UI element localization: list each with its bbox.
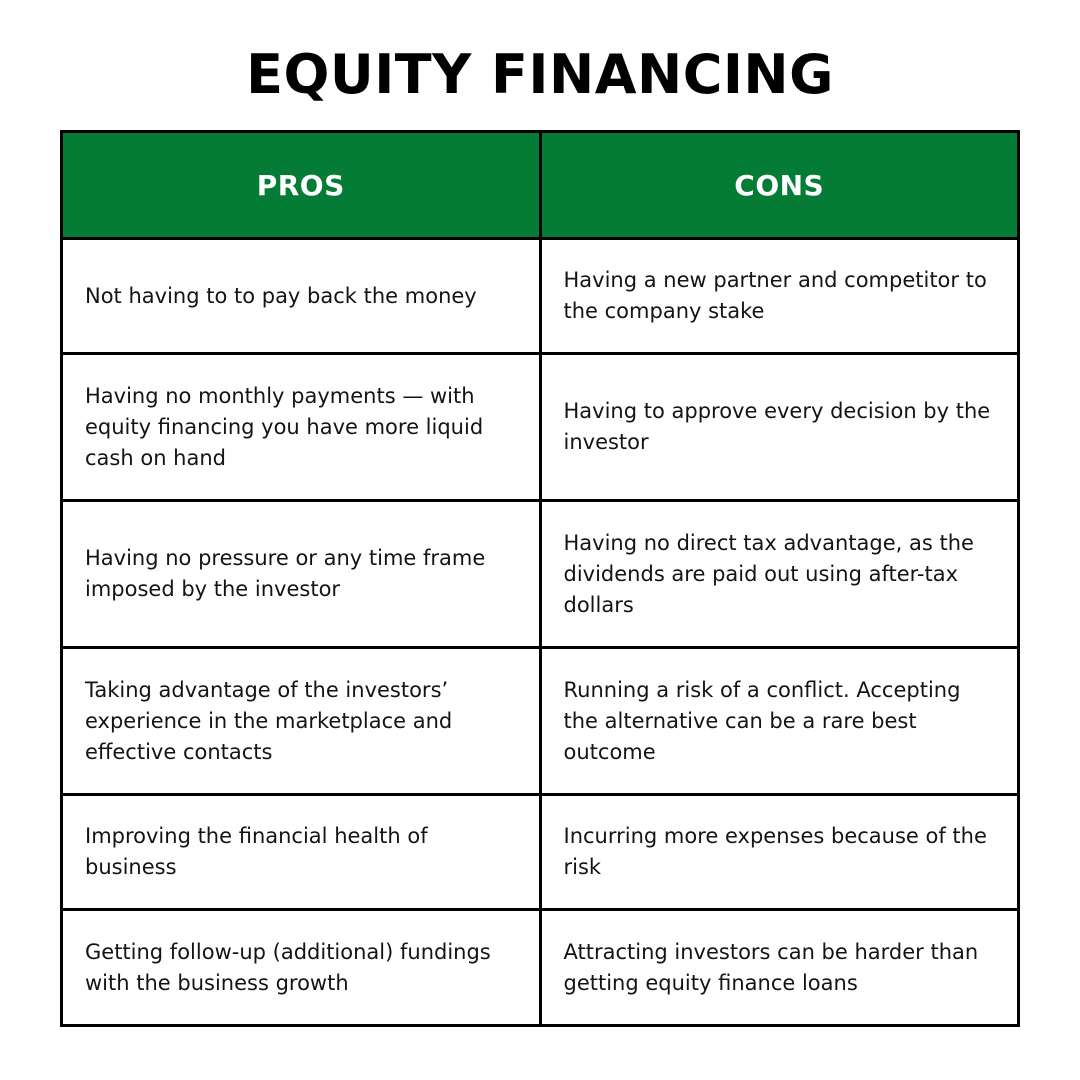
page-title: EQUITY FINANCING <box>246 43 834 106</box>
table-row <box>62 354 1019 501</box>
con-cell: Having a new partner and competitor to the company stake <box>540 239 1019 354</box>
con-cell: Incurring more expenses because of the risk <box>540 795 1019 910</box>
pros-cons-table <box>60 130 1020 1027</box>
con-cell: Attracting investors can be harder than getting equity finance loans <box>540 910 1019 1026</box>
pro-cell: Getting follow-up (additional) fundings with the business growth <box>62 910 541 1026</box>
pro-cell: Not having to to pay back the money <box>62 239 541 354</box>
pros-cons-table-container <box>60 130 1020 1027</box>
pro-cell: Taking advantage of the investors’ experience in the marketplace and effective contacts <box>62 648 541 795</box>
table-header-row <box>62 132 1019 239</box>
pro-cell: Improving the financial health of business <box>62 795 541 910</box>
column-header-pros: PROS <box>62 132 541 239</box>
table-row <box>62 501 1019 648</box>
con-cell: Having to approve every decision by the investor <box>540 354 1019 501</box>
pro-cell: Having no pressure or any time frame imposed by the investor <box>62 501 541 648</box>
table-row <box>62 795 1019 910</box>
table-row <box>62 910 1019 1026</box>
pro-cell: Having no monthly payments — with equity financing you have more liquid cash on hand <box>62 354 541 501</box>
column-header-cons: CONS <box>540 132 1019 239</box>
table-row <box>62 239 1019 354</box>
con-cell: Running a risk of a conflict. Accepting the alternative can be a rare best outcome <box>540 648 1019 795</box>
con-cell: Having no direct tax advantage, as the dividends are paid out using after-tax dollars <box>540 501 1019 648</box>
table-row <box>62 648 1019 795</box>
